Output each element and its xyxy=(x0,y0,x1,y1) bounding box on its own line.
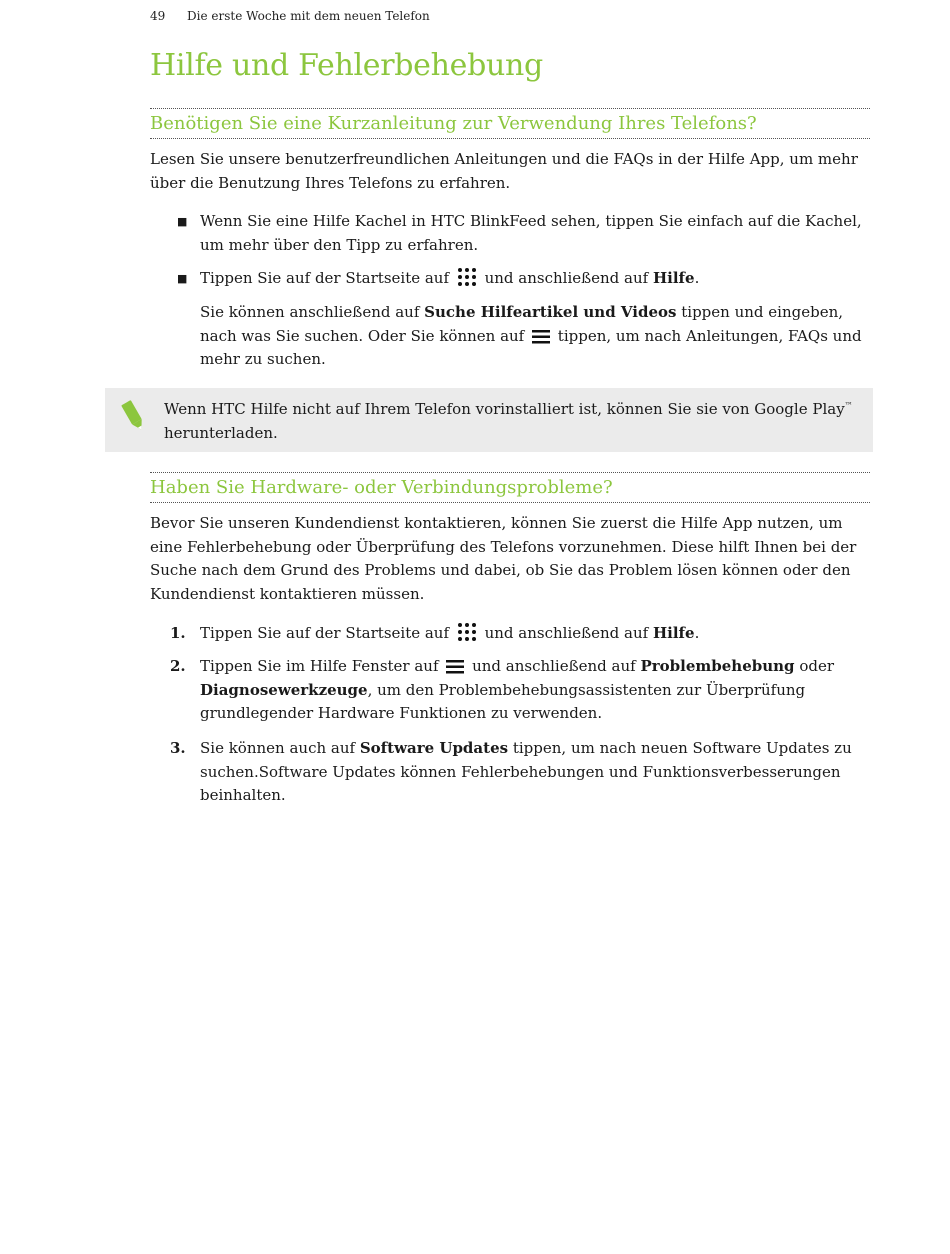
step-text-bold: Problembehebung xyxy=(640,657,795,675)
bullet-text-mid: und anschließend auf xyxy=(484,269,649,287)
sub-text-end: tippen, um nach Anleitungen, FAQs und mehr zu suchen. xyxy=(200,326,862,368)
pencil-icon xyxy=(117,398,149,434)
section2-intro: Bevor Sie unseren Kundendienst kontaktieren, können Sie zuerst die Hilfe App nutzen, um eine Fehlerbehebung oder Überprüfung des Telefons vorzunehmen. Diese hilft Ihnen bei der Suche nach dem Grund des Problems und dabei, ob Sie das Problem lösen können oder den Kundendienst kontaktieren müssen. xyxy=(150,514,857,603)
page-number: 49 xyxy=(150,9,166,23)
note-text-end: herunterladen. xyxy=(164,423,278,442)
step-text-end: , um den Problembehebungsassistenten zur Überprüfung grundlegender Hardware Funktionen zu verwenden. xyxy=(200,680,806,722)
bullet-item xyxy=(177,267,867,291)
step-text-pre: Tippen Sie auf der Startseite auf xyxy=(200,624,450,642)
step-text-mid: und anschließend auf xyxy=(484,624,649,642)
bullet-mark: ■ xyxy=(177,272,188,285)
step-text-pre: Tippen Sie im Hilfe Fenster auf xyxy=(200,657,439,675)
step-number: 1. xyxy=(170,624,186,642)
step-text-mid: und anschließend auf xyxy=(472,657,636,675)
bullet-text-end: . xyxy=(694,269,700,287)
page-title: Hilfe und Fehlerbehebung xyxy=(150,48,543,83)
apps-grid-icon xyxy=(457,267,477,287)
section-heading-quick-guide: Benötigen Sie eine Kurzanleitung zur Verwendung Ihres Telefons? xyxy=(150,108,870,139)
section-heading-hardware: Haben Sie Hardware- oder Verbindungsprobleme? xyxy=(150,472,870,503)
step-text-bold: Hilfe xyxy=(652,624,695,642)
note-box xyxy=(105,388,873,452)
menu-icon xyxy=(446,659,464,675)
step-number: 2. xyxy=(170,657,186,675)
bullet-text: Wenn Sie eine Hilfe Kachel in HTC BlinkFeed sehen, tippen Sie einfach auf die Kachel, um mehr über den Tipp zu erfahren. xyxy=(200,212,862,254)
bullet-text-bold: Hilfe xyxy=(652,269,695,287)
sub-text-mid: tippen und eingeben, nach was Sie suchen. Oder Sie können auf xyxy=(200,303,843,345)
step-number: 3. xyxy=(170,739,186,757)
note-text xyxy=(164,394,854,445)
bullet-subparagraph xyxy=(177,301,867,372)
note-text-pre: Wenn HTC Hilfe nicht auf Ihrem Telefon vorinstalliert ist, können Sie sie von Google Play xyxy=(164,400,845,418)
step-text-pre: Sie können auch auf xyxy=(200,739,356,757)
list-item xyxy=(165,737,870,808)
bullet-text: Tippen Sie auf der Startseite auf xyxy=(200,269,450,287)
step-text-end: . xyxy=(694,624,700,642)
step-text-bold: Diagnosewerkzeuge xyxy=(200,680,368,699)
chapter-title: Die erste Woche mit dem neuen Telefon xyxy=(187,9,430,23)
list-item xyxy=(165,622,870,646)
trademark-sign: ™ xyxy=(844,401,853,410)
section1-intro: Lesen Sie unsere benutzerfreundlichen Anleitungen und die FAQs in der Hilfe App, um mehr über die Benutzung Ihres Telefons zu erfahren. xyxy=(150,150,858,192)
list-item xyxy=(165,655,870,726)
sub-text-pre: Sie können anschließend auf xyxy=(200,303,420,321)
bullet-item xyxy=(177,210,867,257)
menu-icon xyxy=(532,329,550,345)
step-text-or: oder xyxy=(799,657,834,675)
bullet-mark: ■ xyxy=(177,215,188,228)
page-header xyxy=(150,9,430,23)
step-text-end: tippen, um nach neuen Software Updates zu suchen.Software Updates können Fehlerbehebungen und Funktionsverbesserungen beinhalten. xyxy=(200,739,852,804)
apps-grid-icon xyxy=(457,622,477,642)
sub-text-bold: Suche Hilfeartikel und Videos xyxy=(424,303,677,321)
step-text-bold: Software Updates xyxy=(359,739,509,757)
